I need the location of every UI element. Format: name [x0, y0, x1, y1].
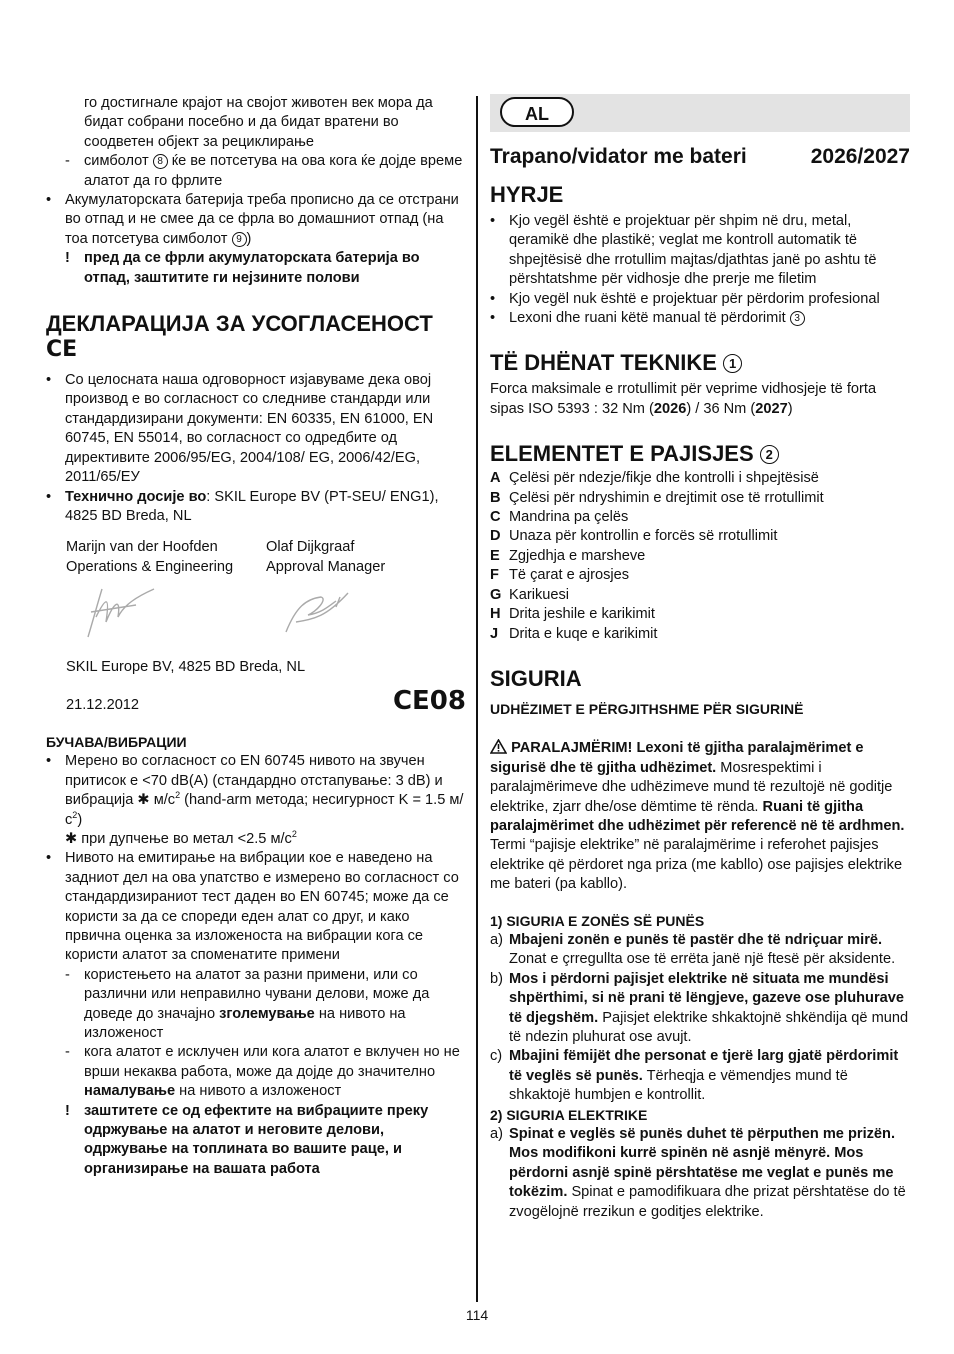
element-item	[490, 489, 910, 508]
elements-heading: ELEMENTET E PAJISJES 2	[490, 441, 910, 467]
element-label: Çelësi për ndezje/fikje dhe kontrolli i shpejtësisë	[509, 470, 819, 487]
element-item	[490, 605, 910, 624]
symbol-9-icon: 9	[232, 232, 247, 247]
work-area-item-b: b) Mos i përdorni pajisjet elektrike në situata me mundësi shpërthimi, si në prani të lëngjeve, gazeve ose pluhurave të djegshëm. Pajisjet elektrike shkaktojnë shkëndija që mund të ndezin pluhurat ose avujt.	[490, 970, 909, 1045]
element-key: F	[490, 567, 499, 584]
noise-subitem-1: - користењето на алатот за разни примени, или со различни или неправилно чувани делови, може да доведе до значајно зголемување на нивото на изложеност	[65, 966, 430, 1042]
intro-subitem: го достигнале крајот на својот животен век мора да бидат собрани посебно и да бидат вратени во соодветен објект за рециклирање	[84, 95, 433, 150]
element-item	[490, 586, 910, 605]
element-key: E	[490, 547, 500, 564]
signature-1-icon	[66, 577, 166, 647]
element-item	[490, 625, 910, 644]
ce-08-mark-icon: CE08	[392, 685, 466, 716]
ce-mark-icon: CE	[46, 337, 78, 363]
hyrje-bullet-3: • Lexoni dhe ruani këtë manual të përdorimit 3	[490, 309, 910, 328]
declaration-date: 21.12.2012	[66, 696, 140, 713]
element-label: Zgjedhja e marsheve	[509, 547, 646, 564]
company-address: SKIL Europe BV, 4825 BD Breda, NL	[66, 658, 306, 675]
element-key: C	[490, 509, 501, 526]
electrical-safety-heading: 2) SIGURIA ELEKTRIKE	[490, 1106, 648, 1123]
element-label: Drita jeshile e karikimit	[509, 606, 655, 623]
element-label: Çelësi për ndryshimin e drejtimit ose të rrotullimit	[509, 489, 824, 506]
right-column	[490, 94, 910, 1222]
element-item	[490, 527, 910, 546]
symbol-3-icon: 3	[790, 311, 805, 326]
signature-block-1: Marijn van der Hoofden Operations & Engineering	[66, 538, 266, 653]
tech-data-text: Forca maksimale e rrotullimit për veprime vidhosjeje të forta sipas ISO 5393 : 32 Nm (2026) / 36 Nm (2027)	[490, 381, 877, 417]
hyrje-heading: HYRJE	[490, 182, 564, 207]
element-item	[490, 547, 910, 566]
element-key: J	[490, 625, 499, 642]
element-label: Karikuesi	[509, 586, 570, 603]
figure-2-icon: 2	[760, 445, 779, 464]
signature-block-2: Olaf Dijkgraaf Approval Manager	[266, 538, 466, 653]
figure-1-icon: 1	[723, 354, 742, 373]
technical-file-bullet: • Технично досије во: SKIL Europe BV (PT-SEU/ ENG1), 4825 BD Breda, NL	[46, 488, 439, 524]
element-label: Të çarat e ajrosjes	[509, 567, 630, 584]
element-key: G	[490, 586, 502, 603]
warning-triangle-icon	[490, 739, 507, 754]
work-area-item-a: a) Mbajeni zonën e punës të pastër dhe të ndriçuar mirë. Zonat e çrregullta ose të errëta janë një ftesë për aksidente.	[490, 931, 896, 968]
signature-2-icon	[266, 577, 366, 647]
noise-bullet-1: • Мерено во согласност со EN 60745 нивото на звучен притисок е <70 dB(A) (стандардно отстапување: 3 dB) и вибрација ✱ $м/с^2$ (hand-arm метода; несигурност K = 1.5 $м/с^2$) ✱ при дупчење во метал <2.5 $м/с^2$	[46, 753, 464, 847]
work-area-heading: 1) SIGURIA E ZONËS SË PUNËS	[490, 912, 705, 929]
element-key: B	[490, 489, 501, 506]
element-item	[490, 469, 910, 488]
declaration-bullet: • Со целосната наша одговорност изјавуваме дека овој производ е во согласност со следниве стандарди или стандардизирани документи: EN 60335, EN 61000, EN 60745, EN 55014, во согласност со одредбите од директивите 2006/95/EG, 2004/108/ EG, 2006/42/EG, 2011/65/ЕУ	[46, 372, 434, 486]
language-header	[490, 94, 910, 132]
safety-warning-paragraph: PARALAJMËRIM! Lexoni të gjitha paralajmërimet e sigurisë dhe të gjitha udhëzimet. Mosrespektimi i paralajmërimeve dhe udhëzimeve mund të rezultojë në goditje elektrike, zjarr dhe/ose dëmtime të rënda. Ruani të gjitha paralajmërimet dhe udhëzimet për referencë në të ardhmen. Termi “pajisje elektrike” në paralajmërime i referohet pajisjes elektrike që përdoret nga priza (me kabllo) ose pajisjes elektrike me bateri (pa kabllo).	[490, 740, 905, 893]
element-label: Mandrina pa çelës	[509, 509, 629, 526]
element-item	[490, 566, 910, 585]
battery-warning: ! пред да се фрли акумулаторската батерија во отпад, заштитите ги нејзините полови	[65, 250, 420, 286]
electrical-item-a: a) Spinat e veglës së punës duhet të përputhen me prizën. Mos modifikoni kurrë spinën në asnjë mënyrë. Mos përdorni asnjë spinë përshtatëse me veglat e punës me tokëzim. Spinat e pamodifikuara dhe prizat përshtatëse do të zvogëlojnë rrezikun e goditjes elektrike.	[490, 1126, 906, 1220]
element-item	[490, 508, 910, 527]
tech-data-heading: TË DHËNAT TEKNIKE 1	[490, 350, 910, 376]
page-number: 114	[465, 1307, 489, 1323]
vibration-warning: ! заштитете се од ефектите на вибрациите преку одржување на алатот и неговите делови, одржување на топлината во вашите раце, и организирање на вашата работа	[65, 1102, 429, 1177]
declaration-heading: ДЕКЛАРАЦИЈА ЗА УСОГЛАСЕНОСТ CE	[46, 311, 466, 363]
element-key: D	[490, 528, 501, 545]
noise-heading: БУЧАВА/ВИБРАЦИИ	[46, 733, 187, 750]
product-title: Trapano/vidator me bateri 2026/2027	[490, 145, 910, 168]
column-divider	[476, 96, 478, 1302]
date-row	[66, 687, 466, 715]
hyrje-bullet-1: • Kjo vegël është e projektuar për shpim në dru, metal, qeramikë dhe plastikë; veglat me kontroll automatik të shpejtësisë dhe rrotullim majtas/djathtas janë po ashtu të përshtatshme për vidhosje dhe prerje me filetim	[490, 213, 877, 288]
noise-subitem-2: - кога алатот е исклучен или кога алатот е вклучен но не врши некаква работа, може да дојде до значително намалување на нивото а изложеност	[65, 1044, 460, 1100]
element-key: H	[490, 606, 501, 623]
signatures	[66, 538, 466, 653]
element-label: Unaza për kontrollin e forcës së rrotullimit	[509, 528, 778, 545]
element-label: Drita e kuqe e karikimit	[509, 625, 658, 642]
hyrje-bullet-2: • Kjo vegël nuk është e projektuar për përdorim profesional	[490, 290, 880, 307]
siguria-heading: SIGURIA	[490, 665, 582, 691]
symbol-8-icon: 8	[153, 154, 168, 169]
noise-bullet-2: • Нивото на емитирање на вибрации кое е наведено на задниот дел на ова упатство е измерено во согласност со стандардизираниот тест даден во EN 60745; може да се користи за да се спореди еден алат со друг, и како првична оценка за изложеноста на вибрации кога се користи алатот за споменатите примени	[46, 850, 459, 964]
intro-subitem-symbol: - симболот 8 ќе ве потсетува на ова кога ќе дојде време алатот да го фрлите	[65, 153, 463, 189]
work-area-item-c: c) Mbajini fëmijët dhe personat e tjerë larg gjatë përdorimit të veglës së punës. Tërheqja e vëmendjes mund të shkaktojë humbjen e kontrollit.	[490, 1048, 899, 1104]
language-badge: AL	[500, 97, 574, 127]
battery-bullet: • Акумулаторската батерија треба прописно да се отстрани во отпад и не смее да се фрла во домашниот отпад (на тоа потсетува симболот 9 )	[46, 192, 459, 247]
elements-list	[490, 469, 910, 644]
general-safety-heading: UDHËZIMET E PËRGJITHSHME PËR SIGURINË	[490, 700, 804, 717]
left-column	[46, 94, 466, 1179]
element-key: A	[490, 470, 501, 487]
